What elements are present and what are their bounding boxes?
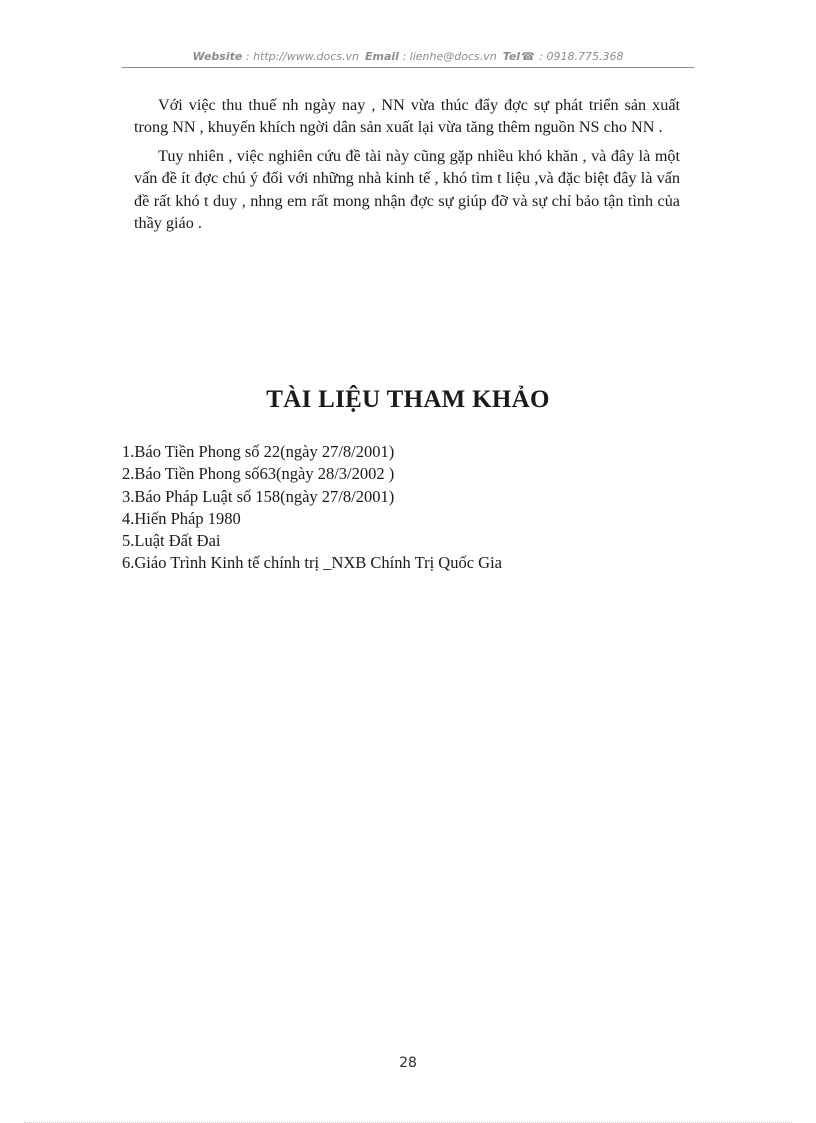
reference-item-4: 4.Hiến Pháp 1980 [122, 508, 241, 528]
body-paragraph-1: Với việc thu thuế nh ngày nay , NN vừa thúc đẩy đợc sự phát triển sản xuất trong NN , khuyến khích ngời dân sản xuất lại vừa tăng thêm nguồn NS cho NN . [134, 96, 680, 137]
email-address[interactable]: lienhe@docs.vn [409, 50, 497, 63]
website-separator: : [242, 50, 254, 63]
tel-number: 0918.775.368 [546, 50, 624, 63]
reference-item-3: 3.Báo Pháp Luật số 158(ngày 27/8/2001) [122, 486, 395, 506]
tel-label: Tel [502, 50, 521, 63]
phone-icon: ☎ [521, 50, 535, 63]
references-list [122, 441, 682, 575]
reference-item-1: 1.Báo Tiền Phong số 22(ngày 27/8/2001) [122, 442, 395, 461]
reference-item-5: 5.Luật Đất Đai [122, 531, 221, 551]
tel-separator: : [535, 50, 547, 63]
website-url[interactable]: http://www.docs.vn [253, 50, 360, 63]
body-paragraph-2: Tuy nhiên , việc nghiên cứu đề tài này cũng gặp nhiều khó khăn , và đây là một vấn đề ít đợc chú ý đối với những nhà kinh tế , khó tìm t liệu ,và đặc biệt đây là vấn đề rất khó t duy , nhng em rất mong nhận đợc sự giúp đỡ và sự chỉ bảo tận tình của thầy giáo . [134, 146, 680, 233]
email-separator: : [398, 50, 410, 63]
reference-item-2: 2.Báo Tiền Phong số63(ngày 28/3/2002 ) [122, 464, 395, 484]
reference-item-6: 6.Giáo Trình Kinh tế chính trị _NXB Chính Trị Quốc Gia [122, 553, 502, 573]
page-number: 28 [399, 1055, 417, 1071]
email-label: Email [365, 50, 399, 63]
references-title: TÀI LIỆU THAM KHẢO [266, 386, 550, 413]
website-label: Website [192, 50, 243, 63]
page-header [122, 49, 694, 68]
body-text [134, 94, 680, 240]
